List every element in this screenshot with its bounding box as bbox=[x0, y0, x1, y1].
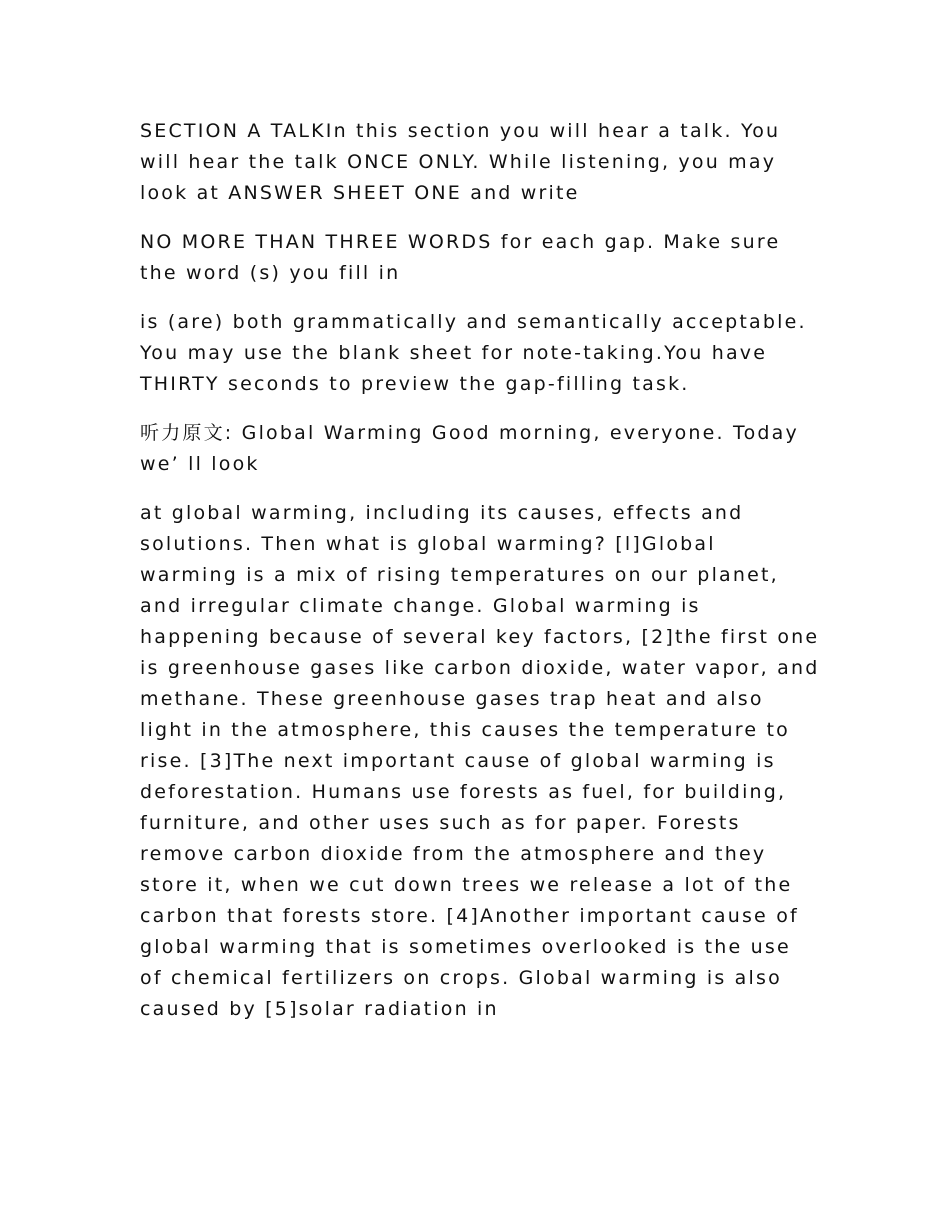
document-page bbox=[140, 116, 820, 1043]
instructions-paragraph-3: is (are) both grammatically and semantically acceptable. You may use the blank sheet for note-taking.You have THIRTY seconds to preview the gap-filling task. bbox=[140, 311, 807, 395]
instructions-paragraph-2: NO MORE THAN THREE WORDS for each gap. Make sure the word (s) you fill in bbox=[140, 231, 781, 284]
transcript-body-paragraph: at global warming, including its causes, effects and solutions. Then what is global warming? [l]Global warming is a mix of rising temperatures on our planet, and irregular climate change. Global warming is happening because of several key factors, [2]the first one is greenhouse gases like carbon dioxide, water vapor, and methane. These greenhouse gases trap heat and also light in the atmosphere, this causes the temperature to rise. [3]The next important cause of global warming is deforestation. Humans use forests as fuel, for building, furniture, and other uses such as for paper. Forests remove carbon dioxide from the atmosphere and they store it, when we cut down trees we release a lot of the carbon that forests store. [4]Another important cause of global warming that is sometimes overlooked is the use of chemical fertilizers on crops. Global warming is also caused by [5]solar radiation in bbox=[140, 502, 820, 1020]
instructions-paragraph-1: SECTION A TALKIn this section you will hear a talk. You will hear the talk ONCE ONLY. While listening, you may look at ANSWER SHEET ONE and write bbox=[140, 120, 781, 204]
transcript-heading-paragraph: 听力原文: Global Warming Good morning, everyone. Today we’ ll look bbox=[140, 422, 799, 475]
